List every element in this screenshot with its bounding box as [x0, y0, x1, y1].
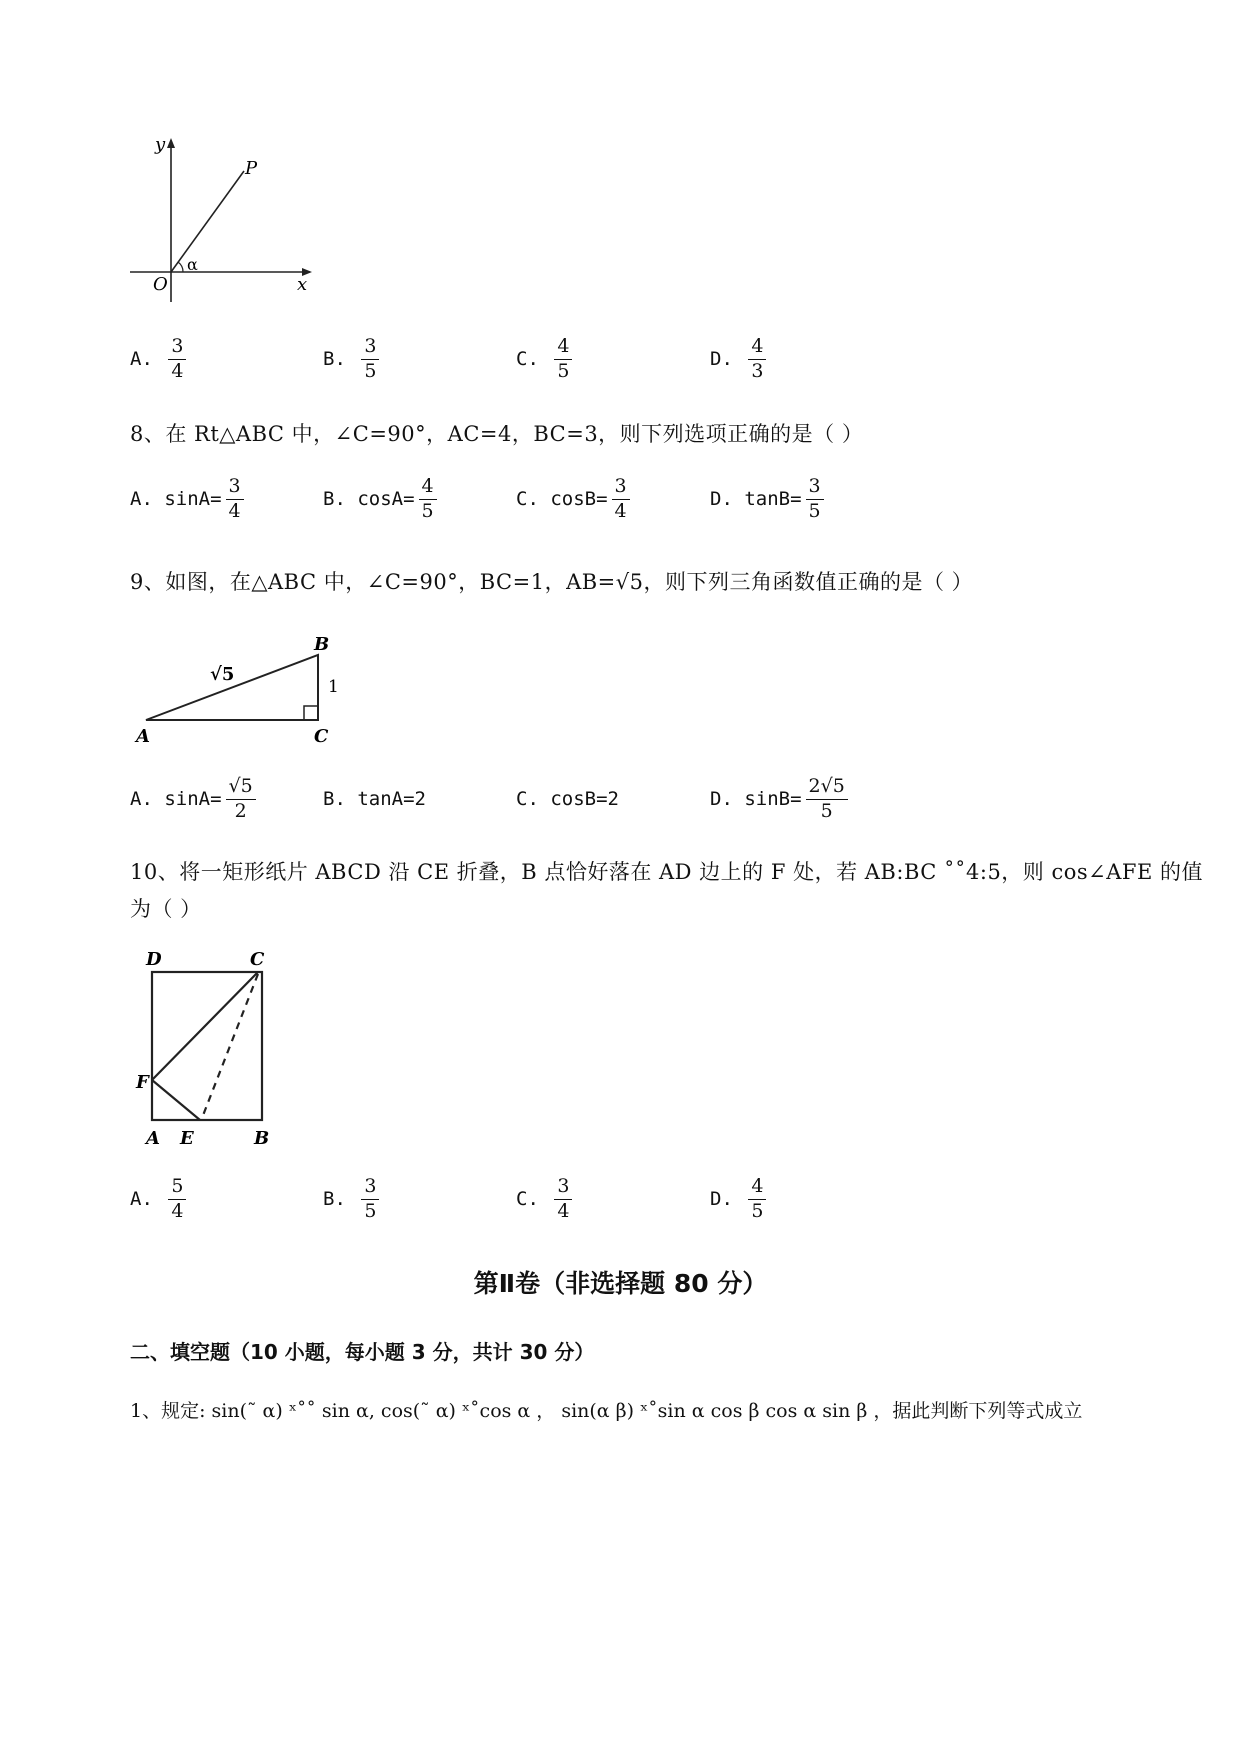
- q10-option-c[interactable]: [516, 1176, 572, 1223]
- q8-option-b[interactable]: [323, 476, 437, 523]
- option-expr: cosB=2: [550, 788, 619, 810]
- option-letter: A.: [130, 787, 153, 810]
- fill-q1-stem: 1、规定: sin(˜ α) ˣ˚˚ sin α, cos(˜ α) ˣ˚cos α ， sin(α β) ˣ˚sin α cos β cos α sin β ，据此判断下列等式成立: [130, 1400, 1083, 1422]
- q10-option-d[interactable]: [710, 1176, 766, 1223]
- fraction: [361, 336, 379, 383]
- q7-option-a[interactable]: [130, 336, 186, 383]
- fraction: [806, 776, 848, 823]
- fraction: [168, 336, 186, 383]
- q7-option-d[interactable]: [710, 336, 766, 383]
- q8-stem: 8、在 Rt△ABC 中，∠C=90°，AC=4，BC=3，则下列选项正确的是（ ）: [130, 422, 864, 446]
- vertex-d: D: [146, 949, 162, 970]
- option-letter: C.: [516, 788, 539, 810]
- numerator: 2√5: [806, 776, 848, 800]
- option-letter: B.: [323, 1187, 346, 1210]
- fraction: [748, 1176, 766, 1223]
- denominator: 4: [171, 359, 184, 382]
- vertex-b: B: [314, 634, 330, 655]
- q10-option-a[interactable]: [130, 1176, 186, 1223]
- denominator: 5: [557, 359, 570, 382]
- q7-figure: [125, 130, 325, 305]
- q9-option-a[interactable]: [130, 776, 256, 823]
- angle-arc: [178, 262, 183, 272]
- option-expr: sinA=: [164, 787, 222, 810]
- numerator: 3: [361, 1176, 379, 1200]
- part-title: 第Ⅱ卷（非选择题 80 分）: [473, 1269, 768, 1298]
- denominator: 4: [171, 1199, 184, 1222]
- segment-fe: [152, 1080, 200, 1120]
- q9-option-c[interactable]: [516, 788, 619, 810]
- q10-figure: [130, 940, 290, 1150]
- option-expr: cosA=: [357, 487, 415, 510]
- vertex-b: B: [254, 1128, 270, 1149]
- q8-option-c[interactable]: [516, 476, 630, 523]
- denominator: 4: [228, 499, 241, 522]
- denominator: 5: [421, 499, 434, 522]
- option-letter: B.: [323, 788, 346, 810]
- fraction: [168, 1176, 186, 1223]
- x-label: x: [297, 274, 308, 295]
- fraction: [419, 476, 437, 523]
- q9-figure: [128, 630, 358, 750]
- numerator: 5: [168, 1176, 186, 1200]
- denominator: 4: [557, 1199, 570, 1222]
- vertex-e: E: [180, 1128, 194, 1149]
- numerator: 3: [612, 476, 630, 500]
- q10-option-b[interactable]: [323, 1176, 379, 1223]
- numerator: 4: [748, 1176, 766, 1200]
- vertex-a: A: [146, 1128, 160, 1149]
- q10-stem-line2: 为（ ）: [130, 897, 202, 921]
- option-letter: A.: [130, 347, 153, 370]
- denominator: 5: [364, 1199, 377, 1222]
- option-letter: A.: [130, 1187, 153, 1210]
- y-label: y: [155, 134, 166, 155]
- section-heading: 二、填空题（10 小题，每小题 3 分，共计 30 分）: [130, 1340, 595, 1364]
- numerator: √5: [226, 776, 256, 800]
- q8-option-d[interactable]: [710, 476, 824, 523]
- y-axis-arrow: [167, 138, 175, 148]
- numerator: 4: [419, 476, 437, 500]
- option-expr: tanB=: [744, 487, 802, 510]
- q7-option-c[interactable]: [516, 336, 572, 383]
- numerator: 3: [361, 336, 379, 360]
- right-angle-mark: [304, 706, 318, 720]
- denominator: 5: [364, 359, 377, 382]
- option-letter: D.: [710, 787, 733, 810]
- q8-option-a[interactable]: [130, 476, 244, 523]
- option-expr: sinA=: [164, 487, 222, 510]
- fraction: [361, 1176, 379, 1223]
- option-letter: D.: [710, 1187, 733, 1210]
- option-expr: cosB=: [550, 487, 608, 510]
- vertex-a: A: [136, 726, 150, 747]
- fraction: [226, 776, 256, 823]
- fraction: [554, 336, 572, 383]
- option-expr: sinB=: [744, 787, 802, 810]
- side-ab-length: √5: [210, 664, 235, 685]
- fraction: [748, 336, 766, 383]
- q7-option-b[interactable]: [323, 336, 379, 383]
- numerator: 4: [554, 336, 572, 360]
- q9-stem: 9、如图，在△ABC 中，∠C=90°，BC=1，AB=√5，则下列三角函数值正确的是（ ）: [130, 570, 974, 594]
- fraction: [806, 476, 824, 523]
- option-letter: C.: [516, 347, 539, 370]
- numerator: 3: [226, 476, 244, 500]
- p-label: P: [245, 158, 258, 179]
- option-letter: C.: [516, 1187, 539, 1210]
- numerator: 3: [168, 336, 186, 360]
- numerator: 3: [554, 1176, 572, 1200]
- denominator: 5: [751, 1199, 764, 1222]
- segment-fc: [152, 972, 258, 1080]
- q9-option-d[interactable]: [710, 776, 848, 823]
- option-letter: B.: [323, 347, 346, 370]
- denominator: 2: [234, 799, 247, 822]
- option-letter: D.: [710, 487, 733, 510]
- denominator: 5: [808, 499, 821, 522]
- fold-line-ce: [202, 974, 258, 1118]
- option-letter: A.: [130, 487, 153, 510]
- vertex-c: C: [250, 949, 265, 970]
- rectangle-abcd: [152, 972, 262, 1120]
- denominator: 4: [614, 499, 627, 522]
- denominator: 5: [820, 799, 833, 822]
- side-bc-length: 1: [328, 677, 339, 697]
- option-letter: C.: [516, 487, 539, 510]
- option-expr: tanA=2: [357, 788, 426, 810]
- denominator: 3: [751, 359, 764, 382]
- numerator: 4: [748, 336, 766, 360]
- numerator: 3: [806, 476, 824, 500]
- fraction: [554, 1176, 572, 1223]
- q9-option-b[interactable]: [323, 788, 426, 810]
- fraction: [226, 476, 244, 523]
- ray-op: [171, 171, 244, 272]
- origin-label: O: [153, 274, 168, 295]
- option-letter: D.: [710, 347, 733, 370]
- q10-stem-line1: 10、将一矩形纸片 ABCD 沿 CE 折叠，B 点恰好落在 AD 边上的 F 处，若 AB:BC ˚˚4:5，则 cos∠AFE 的值: [130, 860, 1203, 884]
- fraction: [612, 476, 630, 523]
- option-letter: B.: [323, 487, 346, 510]
- vertex-c: C: [314, 726, 329, 747]
- alpha-label: α: [187, 255, 198, 274]
- vertex-f: F: [136, 1072, 149, 1093]
